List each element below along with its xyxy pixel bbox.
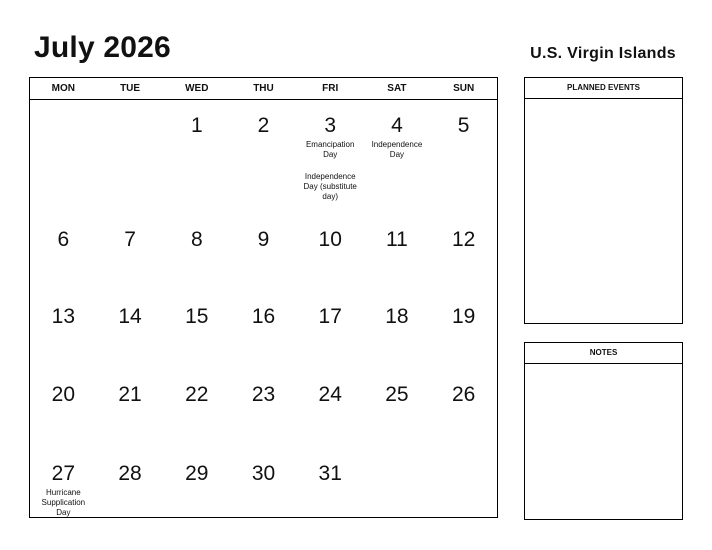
- day-cell: [163, 100, 230, 214]
- calendar-week: [30, 214, 497, 291]
- holiday-label: Independence Day (substitute day): [303, 172, 357, 201]
- empty-day-cell: [97, 100, 164, 214]
- day-cell: [297, 214, 364, 291]
- holiday-label: Independence Day: [371, 140, 423, 159]
- day-number: 1: [190, 114, 203, 137]
- day-cell: [230, 214, 297, 291]
- day-cell: [230, 100, 297, 214]
- day-number: 27: [51, 462, 76, 485]
- day-cell: [30, 369, 97, 448]
- holiday-label: Hurricane Supplication Day: [41, 488, 86, 517]
- day-number: 17: [318, 305, 342, 328]
- planned-events-panel: [524, 77, 683, 324]
- empty-day-cell: [364, 448, 431, 519]
- day-cell: [163, 291, 230, 369]
- day-cell: [30, 448, 97, 519]
- weekday-wed: WED: [185, 83, 209, 94]
- region-name: U.S. Virgin Islands: [530, 45, 676, 62]
- day-cell: [97, 448, 164, 519]
- day-number: 22: [185, 383, 209, 406]
- notes-panel: [524, 342, 683, 520]
- day-number: 9: [257, 228, 270, 251]
- calendar-week: [30, 448, 497, 519]
- day-number: 15: [185, 305, 209, 328]
- day-number: 14: [118, 305, 142, 328]
- day-cell: [430, 369, 497, 448]
- day-number: 3: [324, 114, 337, 137]
- day-number: 8: [190, 228, 203, 251]
- day-cell: [30, 214, 97, 291]
- weekday-sat: SAT: [387, 83, 407, 94]
- day-cell: [430, 214, 497, 291]
- day-number: 20: [51, 383, 76, 406]
- holiday-label: Emancipation Day: [305, 140, 355, 159]
- day-cell: [364, 369, 431, 448]
- calendar-week: [30, 291, 497, 369]
- day-number: 23: [251, 383, 276, 406]
- day-number: 18: [385, 305, 409, 328]
- day-cell: [230, 369, 297, 448]
- page-title: July 2026: [34, 31, 171, 64]
- day-number: 7: [124, 228, 136, 251]
- day-number: 30: [251, 462, 276, 485]
- day-cell: [430, 100, 497, 214]
- calendar-week: [30, 100, 497, 214]
- day-number: 10: [318, 228, 342, 251]
- day-cell: [364, 291, 431, 369]
- day-cell: [97, 214, 164, 291]
- day-cell: [297, 369, 364, 448]
- day-number: 2: [257, 114, 270, 137]
- day-number: 11: [386, 228, 408, 251]
- weekday-header: [30, 78, 497, 100]
- day-cell: [364, 100, 431, 214]
- weekday-fri: FRI: [322, 83, 339, 94]
- day-cell: [230, 448, 297, 519]
- weekday-sun: SUN: [453, 83, 475, 94]
- day-number: 13: [51, 305, 76, 328]
- day-number: 28: [118, 462, 142, 485]
- day-number: 24: [318, 383, 342, 406]
- weekday-mon: MON: [51, 83, 76, 94]
- day-number: 6: [57, 228, 70, 251]
- day-cell: [430, 291, 497, 369]
- empty-day-cell: [30, 100, 97, 214]
- calendar-weeks: [30, 100, 497, 519]
- day-cell: [230, 291, 297, 369]
- day-number: 16: [251, 305, 276, 328]
- day-number: 25: [385, 383, 409, 406]
- day-cell: [297, 448, 364, 519]
- day-cell: [97, 291, 164, 369]
- day-cell: [163, 214, 230, 291]
- empty-day-cell: [430, 448, 497, 519]
- day-number: 4: [391, 114, 403, 137]
- day-number: 29: [185, 462, 209, 485]
- planned-events-heading: PLANNED EVENTS: [525, 78, 682, 99]
- day-cell: [163, 448, 230, 519]
- day-number: 26: [451, 383, 476, 406]
- day-number: 5: [457, 114, 470, 137]
- day-cell: [163, 369, 230, 448]
- day-number: 12: [451, 228, 476, 251]
- notes-heading: NOTES: [525, 343, 682, 364]
- day-cell: [97, 369, 164, 448]
- day-cell: [364, 214, 431, 291]
- calendar-week: [30, 369, 497, 448]
- weekday-tue: TUE: [120, 83, 141, 94]
- day-cell: [30, 291, 97, 369]
- day-number: 31: [318, 462, 342, 485]
- day-number: 21: [118, 383, 142, 406]
- day-cell: [297, 100, 364, 214]
- weekday-thu: THU: [253, 83, 274, 94]
- month-calendar: [29, 77, 498, 518]
- day-cell: [297, 291, 364, 369]
- day-number: 19: [451, 305, 476, 328]
